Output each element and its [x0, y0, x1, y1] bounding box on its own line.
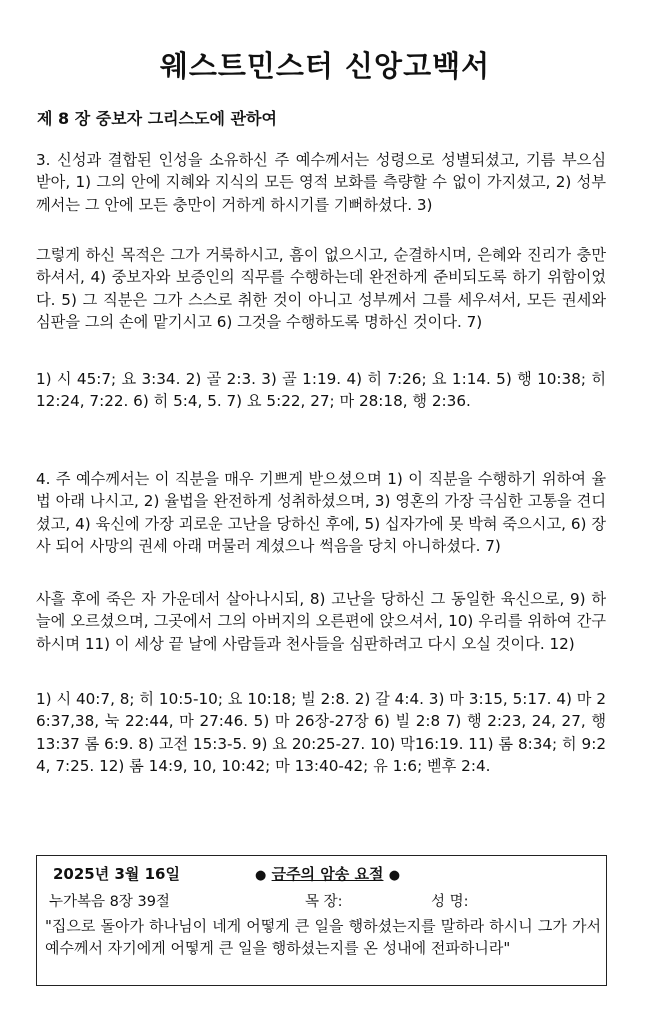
verse-reference: 누가복음 8장 39절 — [49, 894, 170, 910]
paragraph-section-4: 4. 주 예수께서는 이 직분을 매우 기쁘게 받으셨으며 1) 이 직분을 수행하기 위하여 율법 아래 나시고, 2) 율법을 완전하게 성취하셨으며, 3) 영혼의 가장 극심한 고통을 견디셨고, 4) 육신에 가장 괴로운 고난을 당하신 후에, 5) 십자가에 못 박혀 죽으시고, 6) 장사 되어 사망의 권세 아래 머물러 계셨으나 썩음을 당치 아니하셨다. 7) — [36, 470, 606, 555]
chapter-heading: 제 8 장 중보자 그리스도에 관하여 — [37, 109, 277, 128]
paragraph-section-3-continued: 그렇게 하신 목적은 그가 거룩하시고, 흠이 없으시고, 순결하시며, 은혜와 진리가 충만하셔서, 4) 중보자와 보증인의 직무를 수행하는데 완전하게 준비되도록 하기 위함이었다. 5) 그 직분은 그가 스스로 취한 것이 아니고 성부께서 그를 세우셔서, 모든 권세와 심판을 그의 손에 맡기시고 6) 그것을 수행하도록 명하신 것이다. 7) — [36, 246, 606, 331]
pastor-label: 목 장: — [305, 894, 343, 910]
memory-box-heading-text: 금주의 암송 요절 — [271, 865, 384, 883]
document-title: 웨스트민스터 신앙고백서 — [159, 49, 491, 83]
memory-verse-text: "집으로 돌아가 하나님이 네게 어떻게 큰 일을 행하셨는지를 말하라 하시니 그가 가서 예수께서 자기에게 어떻게 큰 일을 행하셨는지를 온 성내에 전파하니라" — [45, 917, 601, 957]
bullet-icon: ● — [388, 868, 401, 883]
memory-box-header — [37, 861, 606, 885]
memory-box-heading — [255, 863, 400, 884]
memory-verse-box — [36, 855, 607, 986]
scripture-references-section-4: 1) 시 40:7, 8; 히 10:5-10; 요 10:18; 빌 2:8. 2) 갈 4:4. 3) 마 3:15, 5:17. 4) 마 26:37,38, 눅 22:44, 마 27:46. 5) 마 26장-27장 6) 빌 2:8 7) 행 2:23, 24, 27, 행 13:37 롬 6:9. 8) 고전 15:3-5. 9) 요 20:25-27. 10) 막16:19. 11) 롬 8:34; 히 9:24, 7:25. 12) 롬 14:9, 10, 10:42; 마 13:40-42; 유 1:6; 벧후 2:4. — [36, 690, 606, 775]
memory-box-date: 2025년 3월 16일 — [53, 865, 180, 883]
paragraph-section-3: 3. 신성과 결합된 인성을 소유하신 주 예수께서는 성령으로 성별되셨고, 기름 부으심 받아, 1) 그의 안에 지혜와 지식의 모든 영적 보화를 측량할 수 없이 가지셨고, 2) 성부께서는 그 안에 모든 충만이 거하게 하시기를 기뻐하셨다. 3) — [36, 151, 606, 214]
paragraph-section-4-continued: 사흘 후에 죽은 자 가운데서 살아나시되, 8) 고난을 당하신 그 동일한 육신으로, 9) 하늘에 오르셨으며, 그곳에서 그의 아버지의 오른편에 앉으셔서, 10) 우리를 위하여 간구하시며 11) 이 세상 끝 날에 사람들과 천사들을 심판하려고 다시 오실 것이다. 12) — [36, 590, 606, 653]
scripture-references-section-3: 1) 시 45:7; 요 3:34. 2) 골 2:3. 3) 골 1:19. 4) 히 7:26; 요 1:14. 5) 행 10:38; 히 12:24, 7:22. 6) 히 5:4, 5. 7) 요 5:22, 27; 마 28:18, 행 2:36. — [36, 370, 606, 411]
bullet-icon: ● — [255, 868, 267, 883]
name-label: 성 명: — [431, 894, 469, 910]
